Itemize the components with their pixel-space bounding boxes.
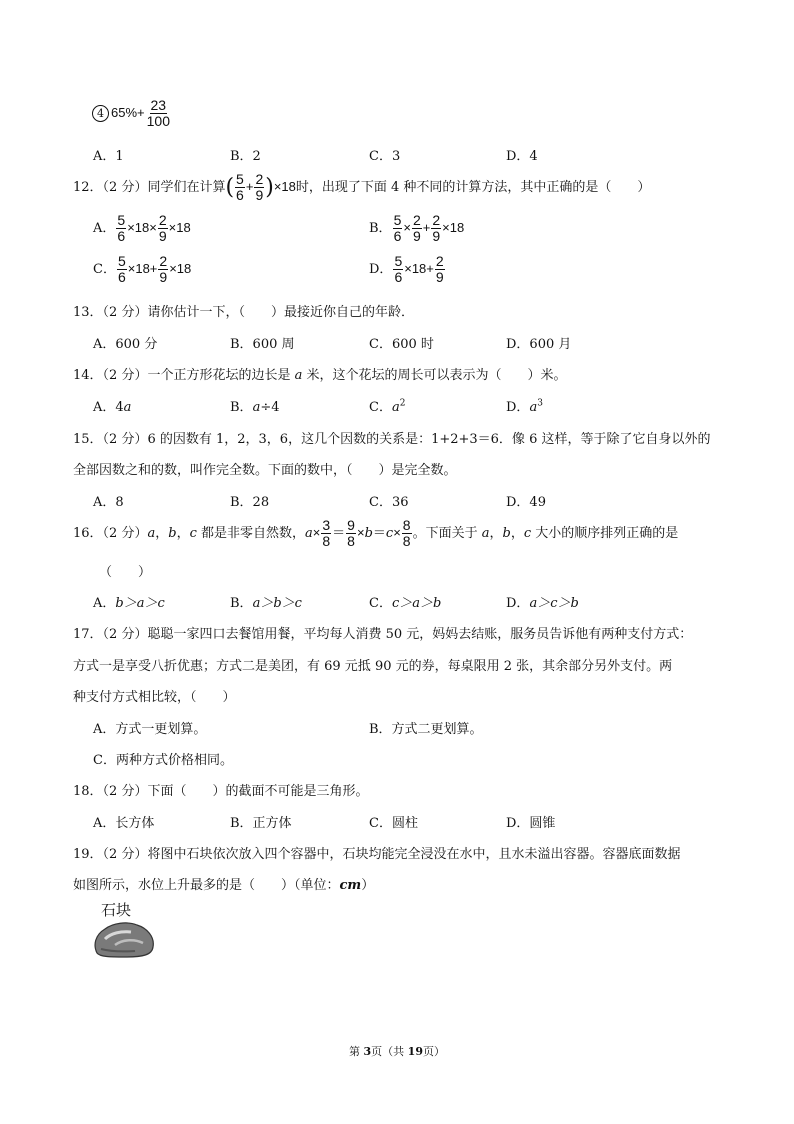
q17-option-b[interactable]: B．方式二更划算。 xyxy=(369,722,483,737)
q17-stem-line1: 17．（2 分）聪聪一家四口去餐馆用餐，平均每人消费 50 元，妈妈去结账，服务员告诉他有两种支付方式： xyxy=(73,627,693,642)
q15-stem-line1: 15．（2 分）6 的因数有 1，2，3，6，这几个因数的关系是：1+2+3＝6．像 6 这样，等于除了它自身以外的 xyxy=(73,432,711,447)
q12-option-d[interactable]: D． $\frac{5}{6}$ ×18+ $\frac{2}{9}$ xyxy=(369,253,444,285)
q14-option-a[interactable]: A．4a xyxy=(93,400,132,415)
q15-option-c[interactable]: C．36 xyxy=(369,495,409,510)
fraction: $\frac{23}{100}$ xyxy=(146,97,170,129)
q12-option-c[interactable]: C． $\frac{5}{6}$ ×18+ $\frac{2}{9}$ ×18 xyxy=(93,253,192,285)
q15-option-b[interactable]: B．28 xyxy=(230,495,270,510)
q11-option-a[interactable]: A．1 xyxy=(93,149,124,164)
q15-stem-line2: 全部因数之和的数，叫作完全数。下面的数中，（ ）是完全数。 xyxy=(73,463,457,478)
q14-option-c[interactable]: C．$a^2$ xyxy=(369,398,406,415)
q12-stem: 12．（2 分）同学们在计算( $\frac{5}{6}$ + $\frac{2}{9}$ )×18时，出现了下面 4 种不同的计算方法，其中正确的是（ ） xyxy=(73,171,651,203)
q12-option-a[interactable]: A． $\frac{5}{6}$ ×18× $\frac{2}{9}$ ×18 xyxy=(93,212,191,244)
q11-item-4: 4 65%+ $\frac{23}{100}$ xyxy=(92,98,172,129)
page-footer: 第 3页（共 19页） xyxy=(349,1045,445,1058)
q16-option-d[interactable]: D．a＞c＞b xyxy=(506,596,579,611)
q16-stem: 16．（2 分）a，b，c 都是非零自然数，a× $\frac{3}{8}$ ＝ $\frac{9}{8}$ ×b＝c× $\frac{8}{8}$ 。下面关于 a，b，c 大小的顺序排列正确的是 xyxy=(73,517,679,549)
stone-image xyxy=(91,919,157,959)
q17-option-a[interactable]: A．方式一更划算。 xyxy=(93,722,207,737)
q14-option-b[interactable]: B．a÷4 xyxy=(230,400,280,415)
q17-stem-line2: 方式一是享受八折优惠；方式二是美团，有 69 元抵 90 元的券，每桌限用 2 张，其余部分另外支付。两 xyxy=(73,659,673,674)
q13-stem: 13．（2 分）请你估计一下，（ ）最接近你自己的年龄． xyxy=(73,305,414,320)
q14-stem: 14．（2 分）一个正方形花坛的边长是 a 米，这个花坛的周长可以表示为（ ）米。 xyxy=(73,368,567,383)
q14-option-d[interactable]: D．$a^3$ xyxy=(506,398,543,415)
q13-option-d[interactable]: D．600 月 xyxy=(506,337,572,352)
q19-stem-line2: 如图所示，水位上升最多的是（ ）（单位：cm） xyxy=(73,878,375,893)
q16-option-b[interactable]: B．a＞b＞c xyxy=(230,596,302,611)
q18-option-a[interactable]: A．长方体 xyxy=(93,816,155,831)
q11-option-c[interactable]: C．3 xyxy=(369,149,401,164)
q16-option-a[interactable]: A．b＞a＞c xyxy=(93,596,165,611)
q19-stem-line1: 19．（2 分）将图中石块依次放入四个容器中，石块均能完全浸没在水中，且水未溢出容器。容器底面数据 xyxy=(73,847,681,862)
q11-option-d[interactable]: D．4 xyxy=(506,149,538,164)
circled-number: 4 xyxy=(92,105,109,122)
q13-option-a[interactable]: A．600 分 xyxy=(93,337,158,352)
q12-option-b[interactable]: B． $\frac{5}{6}$ × $\frac{2}{9}$ + $\frac{2}{9}$ ×18 xyxy=(369,212,465,244)
q17-stem-line3: 种支付方式相比较，（ ） xyxy=(73,690,236,705)
q17-option-c[interactable]: C．两种方式价格相同。 xyxy=(93,753,233,768)
q13-option-b[interactable]: B．600 周 xyxy=(230,337,295,352)
q18-option-d[interactable]: D．圆锥 xyxy=(506,816,556,831)
q11-option-b[interactable]: B．2 xyxy=(230,149,261,164)
q18-option-b[interactable]: B．正方体 xyxy=(230,816,292,831)
q15-option-d[interactable]: D．49 xyxy=(506,495,546,510)
stone-label: 石块 xyxy=(101,901,132,919)
q18-option-c[interactable]: C．圆柱 xyxy=(369,816,418,831)
q13-option-c[interactable]: C．600 时 xyxy=(369,337,434,352)
q16-option-c[interactable]: C．c＞a＞b xyxy=(369,596,442,611)
q18-stem: 18．（2 分）下面（ ）的截面不可能是三角形。 xyxy=(73,784,369,799)
q15-option-a[interactable]: A．8 xyxy=(93,495,124,510)
q16-answer-blank[interactable]: （ ） xyxy=(99,565,152,580)
